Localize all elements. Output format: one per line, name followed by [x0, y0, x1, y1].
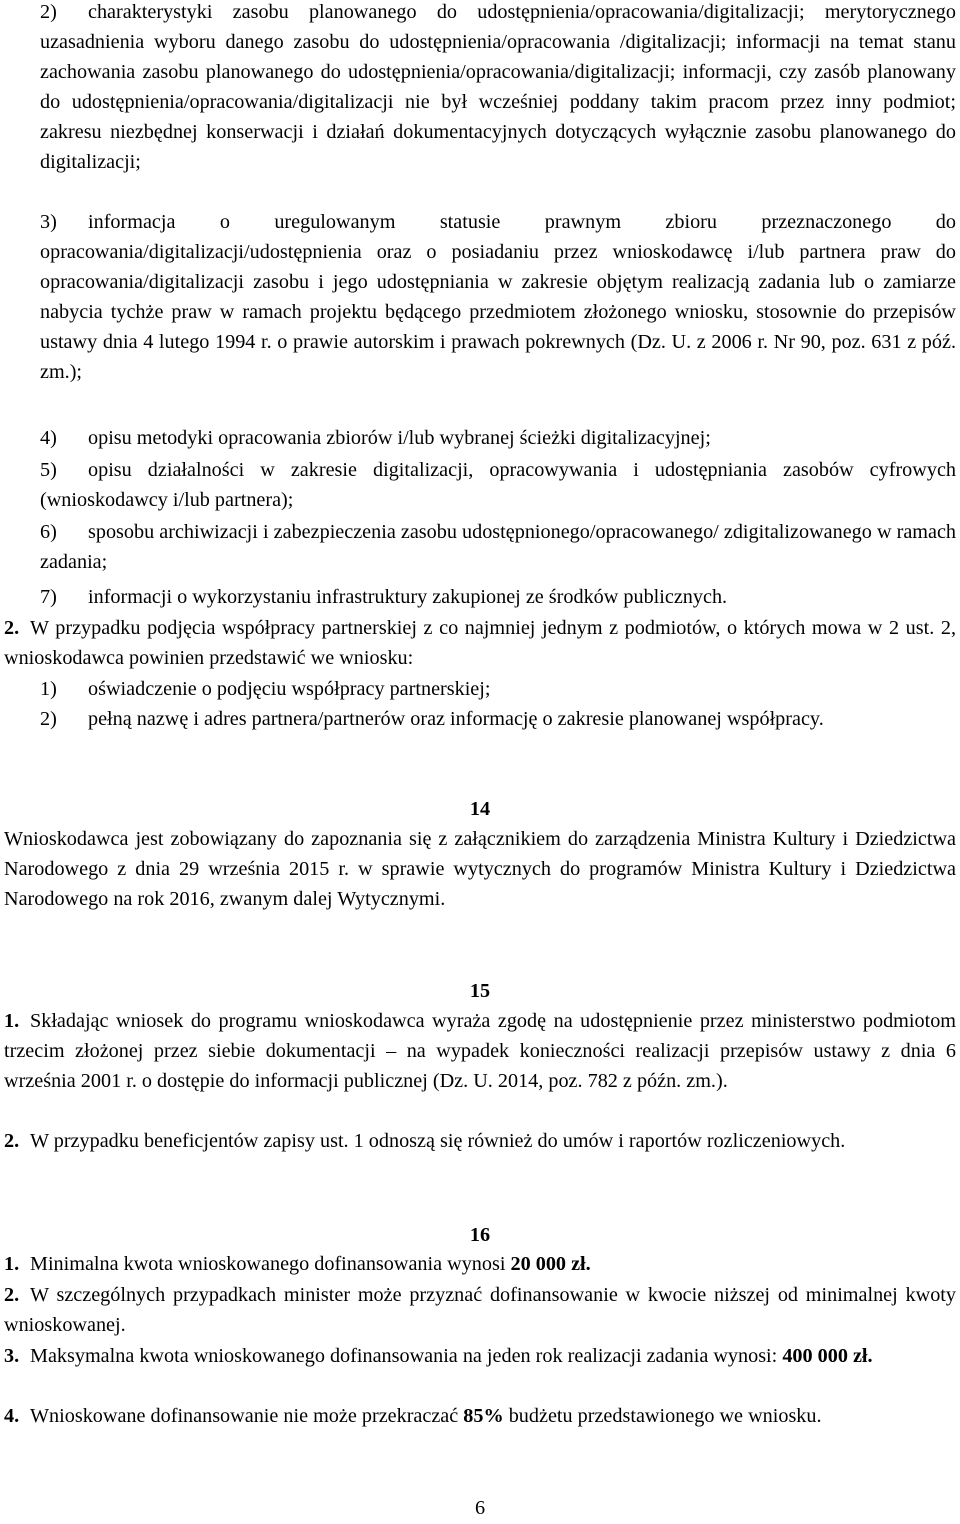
list-number: 3)	[40, 211, 57, 233]
paragraph-text: W przypadku podjęcia współpracy partnerskiej z co najmniej jednym z podmiotów, o których mowa w 2 ust. 2, wnioskodawca powinien przedstawić we wniosku:	[4, 617, 956, 669]
section-16-paragraph-2	[4, 1281, 956, 1341]
paragraph-number: 2.	[4, 1284, 20, 1306]
list-text: charakterystyki zasobu planowanego do udostępnienia/opracowania/digitalizacji; merytorycznego uzasadnienia wyboru danego zasobu do udostępnienia/opracowania /digitalizacji; informacji na temat stanu zachowania zasobu planowanego do udostępnienia/opracowania/digitalizacji; informacji, czy zasób planowany do udostępnienia/opracowania/digitalizacji nie był wcześniej poddany takim pracom przez inny podmiot; zakresu niezbędnej konserwacji i działań dokumentacyjnych dotyczących wyłącznie zasobu planowanego do digitalizacji;	[40, 1, 956, 173]
section-16-paragraph-3	[4, 1342, 956, 1372]
paragraph-text: Składając wniosek do programu wnioskodawca wyraża zgodę na udostępnienie przez ministerstwo podmiotom trzecim złożonej przez siebie dokumentacji – na wypadek konieczności realizacji przepisów ustawy z dnia 6 września 2001 r. o dostępie do informacji publicznej (Dz. U. 2014, poz. 782 z późn. zm.).	[4, 1010, 956, 1092]
paragraph-text: W przypadku beneficjentów zapisy ust. 1 odnoszą się również do umów i raportów rozliczeniowych.	[30, 1130, 846, 1152]
page-number: 6	[474, 1497, 486, 1519]
list-item-2	[40, 0, 956, 177]
list-text: oświadczenie o podjęciu współpracy partnerskiej;	[88, 678, 491, 700]
list-text: sposobu archiwizacji i zabezpieczenia zasobu udostępnionego/opracowanego/ zdigitalizowanego w ramach zadania;	[40, 521, 956, 573]
list-number: 4)	[40, 427, 57, 449]
section-heading-15: 15	[469, 980, 491, 1002]
paragraph-text: W szczególnych przypadkach minister może przyznać dofinansowanie w kwocie niższej od minimalnej kwoty wnioskowanej.	[4, 1284, 956, 1336]
list-text: pełną nazwę i adres partnera/partnerów oraz informację o zakresie planowanej współpracy.	[88, 708, 824, 730]
paragraph-text: Minimalna kwota wnioskowanego dofinansowania wynosi	[30, 1253, 511, 1275]
section-heading-16: 16	[469, 1224, 491, 1246]
list-item-3	[40, 208, 956, 387]
paragraph-text: Wnioskowane dofinansowanie nie może przekraczać	[30, 1405, 464, 1427]
min-amount: 20 000 zł.	[510, 1253, 591, 1275]
list-number: 2)	[40, 1, 57, 23]
list-number: 6)	[40, 521, 57, 543]
list-item-p2-2	[40, 705, 956, 735]
list-text: opisu działalności w zakresie digitalizacji, opracowywania i udostępniania zasobów cyfrowych (wnioskodawcy i/lub partnera);	[40, 459, 956, 511]
paragraph-text: Maksymalna kwota wnioskowanego dofinansowania na jeden rok realizacji zadania wynosi:	[30, 1345, 783, 1367]
paragraph-text-tail: budżetu przedstawionego we wniosku.	[503, 1405, 822, 1427]
paragraph-2	[4, 614, 956, 674]
paragraph-number: 2.	[4, 617, 20, 639]
list-item-6	[40, 518, 956, 578]
list-item-7	[40, 583, 956, 613]
list-number: 1)	[40, 678, 57, 700]
paragraph-number: 2.	[4, 1130, 20, 1152]
paragraph-number: 4.	[4, 1405, 20, 1427]
list-text: informacja o uregulowanym statusie prawnym zbioru przeznaczonego do opracowania/digitalizacji/udostępnienia oraz o posiadaniu przez wnioskodawcę i/lub partnera praw do opracowania/digitalizacji zasobu i jego udostępniania w zakresie objętym realizacją zadania lub o zamiarze nabycia tychże praw w ramach projektu będącego przedmiotem złożonego wniosku, stosownie do przepisów ustawy dnia 4 lutego 1994 r. o prawie autorskim i prawach pokrewnych (Dz. U. z 2006 r. Nr 90, poz. 631 z póź. zm.);	[40, 211, 956, 383]
paragraph-number: 1.	[4, 1253, 20, 1275]
list-text: informacji o wykorzystaniu infrastruktury zakupionej ze środków publicznych.	[88, 586, 728, 608]
list-number: 5)	[40, 459, 57, 481]
max-amount: 400 000 zł.	[782, 1345, 873, 1367]
list-item-4	[40, 424, 956, 454]
list-number: 7)	[40, 586, 57, 608]
section-16-paragraph-1	[4, 1250, 956, 1280]
section-15-paragraph-1	[4, 1007, 956, 1097]
section-15-paragraph-2	[4, 1127, 956, 1157]
list-number: 2)	[40, 708, 57, 730]
paragraph-number: 1.	[4, 1010, 20, 1032]
max-percent: 85%	[463, 1405, 504, 1427]
section-14-text: Wnioskodawca jest zobowiązany do zapoznania się z załącznikiem do zarządzenia Ministra Kultury i Dziedzictwa Narodowego z dnia 29 września 2015 r. w sprawie wytycznych do programów Ministra Kultury i Dziedzictwa Narodowego na rok 2016, zwanym dalej Wytycznymi.	[4, 828, 956, 910]
list-item-p2-1	[40, 675, 956, 705]
section-heading-14: 14	[469, 798, 491, 820]
section-16-paragraph-4	[4, 1402, 956, 1432]
paragraph-number: 3.	[4, 1345, 20, 1367]
list-item-5	[40, 456, 956, 516]
list-text: opisu metodyki opracowania zbiorów i/lub wybranej ścieżki digitalizacyjnej;	[88, 427, 711, 449]
